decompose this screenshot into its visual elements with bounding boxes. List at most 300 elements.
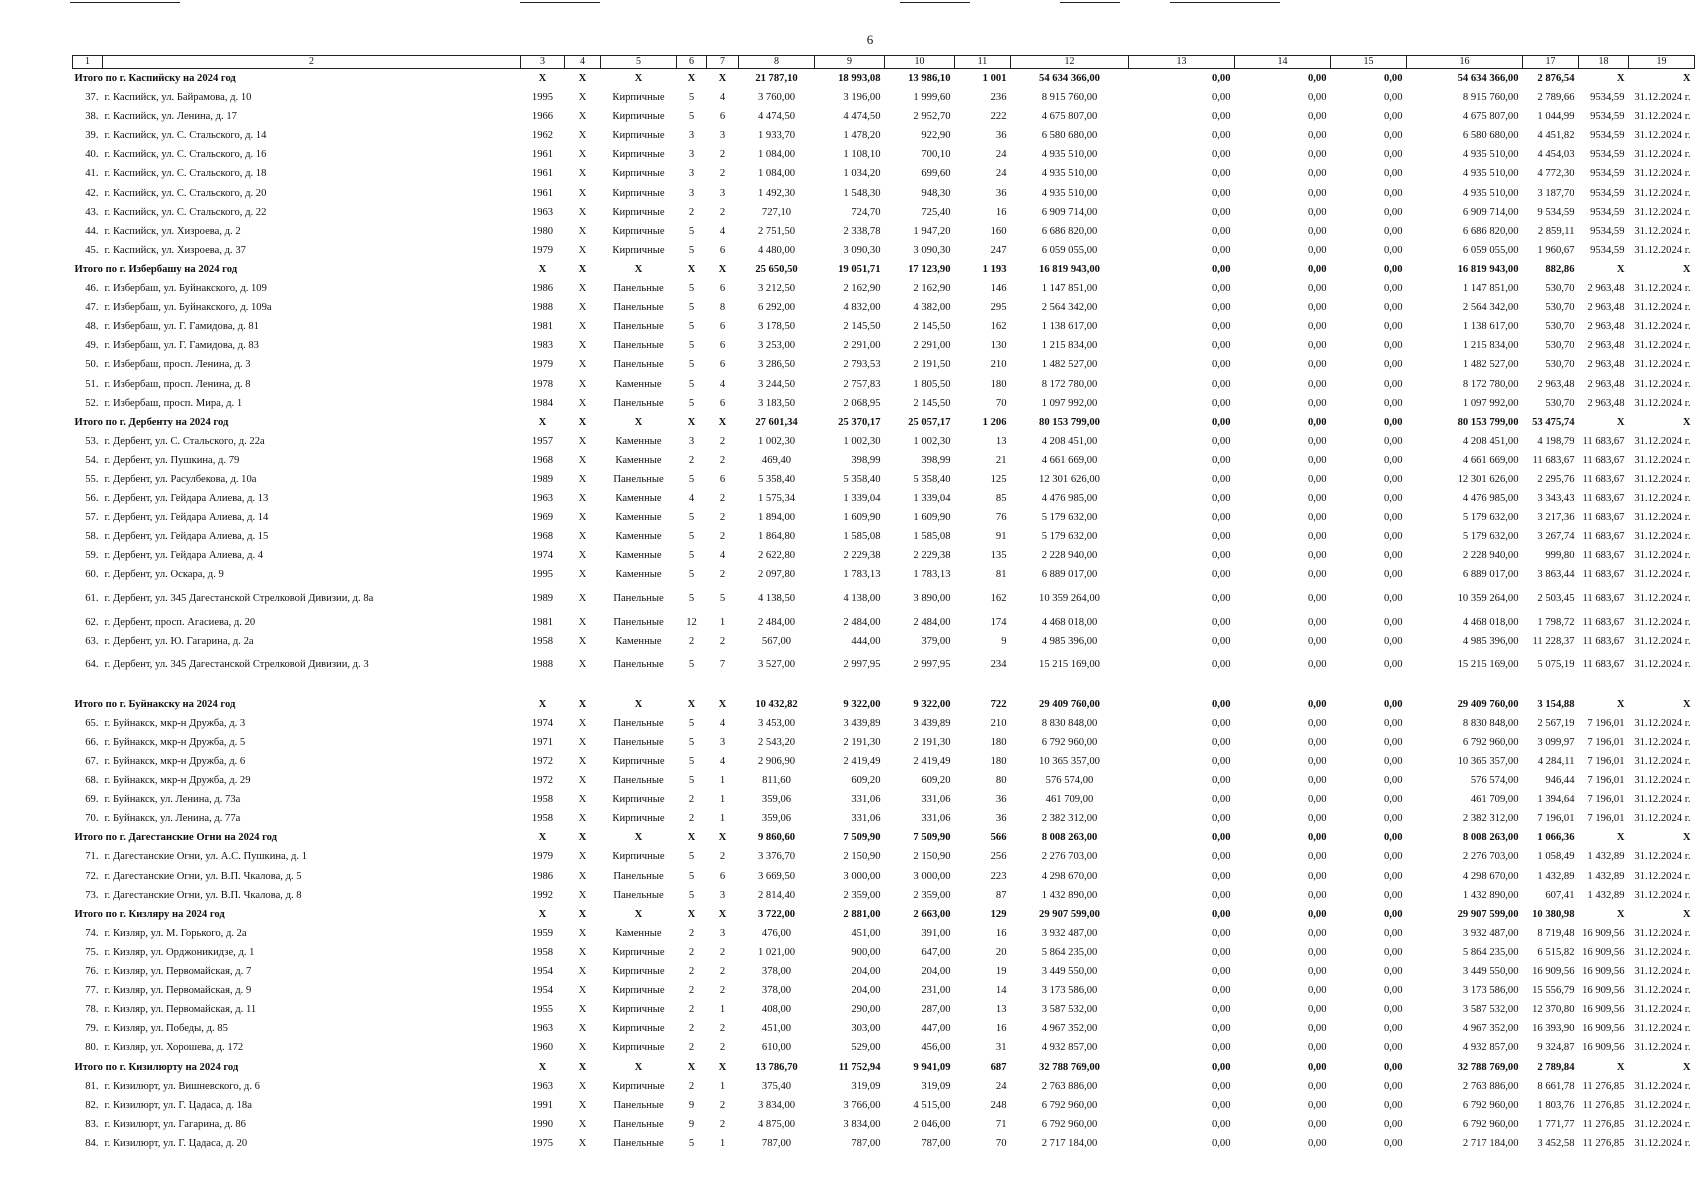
table-cell: 2 997,95 bbox=[913, 658, 951, 670]
row-number: 43. bbox=[85, 206, 99, 218]
table-cell: 8 172 780,00 bbox=[1462, 378, 1519, 390]
subtotal-cell: X bbox=[578, 1061, 587, 1073]
table-cell: 3 173 586,00 bbox=[1041, 985, 1098, 997]
subtotal-cell: X bbox=[1616, 698, 1625, 710]
subtotal-cell: X bbox=[578, 832, 587, 844]
table-cell: 248 bbox=[990, 1099, 1007, 1111]
table-cell: 0,00 bbox=[1211, 244, 1231, 256]
table-cell: 3 286,50 bbox=[757, 359, 796, 371]
table-cell: 31.12.2024 г. bbox=[1634, 794, 1691, 806]
table-cell: 0,00 bbox=[1307, 1023, 1327, 1035]
subtotal-cell: X bbox=[538, 908, 547, 920]
table-cell: 331,06 bbox=[851, 813, 881, 825]
row-number: 80. bbox=[85, 1042, 99, 1054]
subtotal-cell: X bbox=[687, 73, 696, 84]
table-cell: 13 bbox=[995, 1004, 1007, 1016]
table-cell: 6 792 960,00 bbox=[1462, 1099, 1519, 1111]
table-cell: 1988 bbox=[531, 302, 554, 314]
table-cell: 3 453,00 bbox=[757, 717, 796, 729]
table-cell: 0,00 bbox=[1211, 966, 1231, 978]
table-cell: 0,00 bbox=[1307, 736, 1327, 748]
table-row bbox=[73, 714, 1695, 733]
table-cell: 4 480,00 bbox=[757, 244, 796, 256]
table-cell: 3 090,30 bbox=[913, 244, 951, 256]
table-cell: 2 bbox=[719, 569, 726, 581]
row-number: 44. bbox=[85, 225, 99, 237]
table-cell: 2 276 703,00 bbox=[1041, 851, 1098, 863]
table-cell: 204,00 bbox=[921, 966, 951, 978]
address-cell: г. Дербент, ул. Пушкина, д. 79 bbox=[104, 454, 240, 466]
subtotal-label: Итого по г. Кизилюрту на 2024 год bbox=[74, 1061, 239, 1073]
table-cell: 1 215 834,00 bbox=[1041, 340, 1098, 352]
table-cell: X bbox=[578, 946, 587, 958]
subtotal-cell: X bbox=[634, 73, 643, 84]
table-cell: 8 915 760,00 bbox=[1462, 92, 1519, 104]
table-cell: X bbox=[578, 717, 587, 729]
column-number-3: 3 bbox=[521, 56, 565, 69]
table-row bbox=[73, 613, 1695, 632]
table-cell: 0,00 bbox=[1383, 1023, 1403, 1035]
table-cell: Кирпичные bbox=[612, 851, 665, 863]
address-cell: г. Каспийск, ул. Хизроева, д. 2 bbox=[104, 225, 241, 237]
table-cell: 0,00 bbox=[1211, 1004, 1231, 1016]
table-cell: 31.12.2024 г. bbox=[1634, 851, 1691, 863]
table-cell: 13 bbox=[995, 435, 1007, 447]
table-cell: 1968 bbox=[531, 454, 554, 466]
table-cell: 1 bbox=[719, 1080, 726, 1092]
table-cell: X bbox=[578, 1023, 587, 1035]
table-cell: 2 229,38 bbox=[843, 550, 881, 562]
table-cell: 378,00 bbox=[761, 966, 792, 978]
table-cell: 2 bbox=[688, 1004, 695, 1016]
table-cell: 1971 bbox=[531, 736, 554, 748]
table-cell: Кирпичные bbox=[612, 244, 665, 256]
table-cell: 0,00 bbox=[1307, 225, 1327, 237]
table-cell: 6 792 960,00 bbox=[1462, 736, 1519, 748]
column-number-16: 16 bbox=[1407, 56, 1523, 69]
column-number-17: 17 bbox=[1523, 56, 1579, 69]
row-number: 50. bbox=[85, 359, 99, 371]
subtotal-cell: X bbox=[687, 832, 696, 844]
table-cell: Каменные bbox=[615, 454, 662, 466]
table-cell: 6 bbox=[719, 870, 726, 882]
table-cell: 204,00 bbox=[851, 966, 881, 978]
table-cell: 1989 bbox=[531, 473, 554, 485]
table-cell: 36 bbox=[995, 130, 1007, 142]
table-cell: 31.12.2024 г. bbox=[1634, 378, 1691, 390]
table-cell: 1 215 834,00 bbox=[1462, 340, 1519, 352]
table-cell: 31.12.2024 г. bbox=[1634, 658, 1691, 670]
table-cell: Каменные bbox=[615, 927, 662, 939]
row-spacer-cell bbox=[73, 679, 1695, 695]
column-number-10: 10 bbox=[885, 56, 955, 69]
subtotal-cell: X bbox=[578, 73, 587, 84]
table-cell: 295 bbox=[990, 302, 1007, 314]
table-cell: 2 859,11 bbox=[1537, 225, 1575, 237]
table-cell: 1958 bbox=[531, 635, 554, 647]
table-cell: 1 bbox=[719, 1137, 726, 1149]
table-cell: 3 669,50 bbox=[757, 870, 796, 882]
subtotal-cell: 25 650,50 bbox=[755, 263, 798, 275]
table-cell: Каменные bbox=[615, 569, 662, 581]
table-cell: 1 947,20 bbox=[913, 225, 951, 237]
table-cell: 0,00 bbox=[1307, 531, 1327, 543]
table-cell: 11 683,67 bbox=[1582, 635, 1625, 647]
table-cell: 6 bbox=[719, 321, 726, 333]
table-cell: 2 068,95 bbox=[843, 397, 881, 409]
table-cell: Панельные bbox=[613, 340, 664, 352]
table-cell: 3 173 586,00 bbox=[1462, 985, 1519, 997]
table-cell: 5 bbox=[688, 283, 695, 295]
subtotal-cell: 0,00 bbox=[1211, 1061, 1231, 1073]
table-cell: 408,00 bbox=[761, 1004, 792, 1016]
table-cell: 4 298 670,00 bbox=[1462, 870, 1519, 882]
table-cell: 1978 bbox=[531, 378, 554, 390]
table-cell: 3 090,30 bbox=[843, 244, 881, 256]
table-cell: 2 484,00 bbox=[843, 616, 881, 628]
table-cell: 6 686 820,00 bbox=[1462, 225, 1519, 237]
table-cell: 456,00 bbox=[921, 1042, 951, 1054]
table-cell: 9534,59 bbox=[1590, 225, 1625, 237]
table-cell: 3 932 487,00 bbox=[1462, 927, 1519, 939]
table-cell: 6 bbox=[719, 359, 726, 371]
subtotal-cell: 0,00 bbox=[1383, 416, 1403, 428]
address-cell: г. Каспийск, ул. Байрамова, д. 10 bbox=[104, 92, 252, 104]
table-cell: 3 267,74 bbox=[1537, 531, 1575, 543]
table-cell: 1968 bbox=[531, 531, 554, 543]
address-cell: г. Каспийск, ул. С. Стальского, д. 20 bbox=[104, 187, 267, 199]
table-cell: 2 162,90 bbox=[843, 283, 881, 295]
table-cell: 1986 bbox=[531, 283, 554, 295]
table-cell: 9 bbox=[688, 1099, 695, 1111]
table-cell: 4 138,00 bbox=[843, 592, 881, 604]
table-cell: 1 147 851,00 bbox=[1462, 283, 1519, 295]
table-cell: 3 439,89 bbox=[843, 717, 881, 729]
table-cell: 0,00 bbox=[1211, 756, 1231, 767]
table-cell: 4 967 352,00 bbox=[1041, 1023, 1098, 1035]
row-number: 61. bbox=[85, 592, 99, 604]
table-row bbox=[73, 145, 1695, 164]
table-cell: 2 bbox=[719, 851, 726, 863]
table-cell: 16 bbox=[995, 927, 1007, 939]
table-cell: X bbox=[578, 985, 587, 997]
table-cell: 11 683,67 bbox=[1582, 592, 1625, 604]
table-row bbox=[73, 886, 1695, 905]
subtotal-cell: X bbox=[1616, 1061, 1625, 1073]
table-cell: 236 bbox=[990, 92, 1007, 104]
subtotal-cell: 54 634 366,00 bbox=[1039, 73, 1100, 84]
table-cell: 1 894,00 bbox=[757, 512, 796, 524]
table-cell: 11 683,67 bbox=[1582, 473, 1625, 485]
table-cell: 3 212,50 bbox=[757, 283, 796, 295]
table-cell: 1958 bbox=[531, 946, 554, 958]
table-cell: 4 468 018,00 bbox=[1462, 616, 1519, 628]
table-cell: 1974 bbox=[531, 717, 554, 729]
table-cell: 2 191,50 bbox=[913, 359, 951, 371]
table-cell: 2 963,48 bbox=[1587, 378, 1625, 390]
table-cell: 0,00 bbox=[1307, 435, 1327, 447]
table-cell: X bbox=[578, 775, 587, 787]
table-cell: 2 276 703,00 bbox=[1462, 851, 1519, 863]
table-cell: 530,70 bbox=[1545, 302, 1575, 314]
table-cell: 5 179 632,00 bbox=[1041, 531, 1098, 543]
table-cell: 5 bbox=[688, 512, 695, 524]
table-cell: 4 875,00 bbox=[757, 1118, 796, 1130]
table-cell: 1 138 617,00 bbox=[1462, 321, 1519, 333]
table-cell: 4 bbox=[719, 92, 726, 104]
subtotal-cell: X bbox=[1616, 73, 1625, 84]
table-cell: 1 147 851,00 bbox=[1041, 283, 1098, 295]
table-cell: 5 bbox=[688, 550, 695, 562]
table-cell: 8 830 848,00 bbox=[1462, 717, 1519, 729]
table-cell: 3 bbox=[719, 736, 726, 748]
subtotal-cell: 0,00 bbox=[1211, 908, 1231, 920]
table-cell: Каменные bbox=[615, 550, 662, 562]
table-cell: 0,00 bbox=[1383, 1080, 1403, 1092]
table-cell: 447,00 bbox=[921, 1023, 951, 1035]
table-cell: 0,00 bbox=[1383, 889, 1403, 901]
row-number: 53. bbox=[85, 435, 99, 447]
table-cell: Кирпичные bbox=[612, 756, 665, 767]
table-cell: 4 832,00 bbox=[843, 302, 881, 314]
table-cell: 0,00 bbox=[1211, 168, 1231, 180]
table-cell: 0,00 bbox=[1211, 870, 1231, 882]
table-cell: Каменные bbox=[615, 493, 662, 505]
subtotal-label: Итого по г. Каспийску на 2024 год bbox=[74, 73, 236, 84]
table-cell: 0,00 bbox=[1307, 206, 1327, 218]
table-cell: 3 183,50 bbox=[757, 397, 796, 409]
table-cell: 359,06 bbox=[761, 794, 792, 806]
subtotal-cell: 2 876,54 bbox=[1537, 73, 1575, 84]
subtotal-cell: X bbox=[687, 908, 696, 920]
table-cell: 6 580 680,00 bbox=[1041, 130, 1098, 142]
address-cell: г. Буйнакск, мкр-н Дружба, д. 5 bbox=[104, 736, 246, 748]
table-cell: 0,00 bbox=[1211, 927, 1231, 939]
table-cell: 0,00 bbox=[1211, 187, 1231, 199]
subtotal-label: Итого по г. Буйнакску на 2024 год bbox=[74, 698, 236, 710]
subtotal-cell: X bbox=[578, 908, 587, 920]
table-cell: 1 575,34 bbox=[757, 493, 796, 505]
table-cell: 2 717 184,00 bbox=[1041, 1137, 1098, 1149]
table-cell: 2 952,70 bbox=[913, 111, 951, 123]
table-cell: 6 686 820,00 bbox=[1041, 225, 1098, 237]
table-cell: 3 760,00 bbox=[757, 92, 796, 104]
table-cell: 14 bbox=[995, 985, 1007, 997]
table-cell: 15 215 169,00 bbox=[1039, 658, 1100, 670]
table-cell: 0,00 bbox=[1211, 1137, 1231, 1149]
table-cell: 319,09 bbox=[851, 1080, 881, 1092]
table-cell: 4 138,50 bbox=[757, 592, 796, 604]
table-cell: 31.12.2024 г. bbox=[1634, 1042, 1691, 1054]
table-cell: 1995 bbox=[531, 92, 554, 104]
subtotal-cell: X bbox=[687, 1061, 696, 1073]
table-cell: 3 449 550,00 bbox=[1462, 966, 1519, 978]
table-cell: 11 228,37 bbox=[1532, 635, 1575, 647]
table-cell: X bbox=[578, 435, 587, 447]
subtotal-cell: 0,00 bbox=[1307, 832, 1327, 844]
table-row bbox=[73, 394, 1695, 413]
table-cell: 0,00 bbox=[1383, 775, 1403, 787]
row-number: 70. bbox=[85, 813, 99, 825]
table-cell: Каменные bbox=[615, 635, 662, 647]
table-cell: 2 291,00 bbox=[913, 340, 951, 352]
table-cell: 1 bbox=[719, 775, 726, 787]
table-cell: X bbox=[578, 1118, 587, 1130]
table-cell: 5 bbox=[688, 592, 695, 604]
table-cell: 5 bbox=[688, 92, 695, 104]
table-cell: 12 301 626,00 bbox=[1039, 473, 1100, 485]
table-cell: 31.12.2024 г. bbox=[1634, 717, 1691, 729]
table-cell: 70 bbox=[995, 397, 1007, 409]
table-cell: 999,80 bbox=[1545, 550, 1575, 562]
table-cell: 9534,59 bbox=[1590, 111, 1625, 123]
table-cell: 130 bbox=[990, 340, 1007, 352]
table-cell: 2 bbox=[719, 1023, 726, 1035]
subtotal-cell: 687 bbox=[990, 1061, 1007, 1073]
table-cell: 1 084,00 bbox=[757, 168, 796, 180]
subtotal-cell: 1 001 bbox=[982, 73, 1007, 84]
table-cell: 1 044,99 bbox=[1537, 111, 1575, 123]
table-cell: X bbox=[578, 473, 587, 485]
table-cell: 567,00 bbox=[761, 635, 792, 647]
subtotal-cell: 0,00 bbox=[1383, 908, 1403, 920]
table-cell: 71 bbox=[995, 1118, 1007, 1130]
table-cell: 2 543,20 bbox=[757, 736, 796, 748]
table-cell: 3 863,44 bbox=[1537, 569, 1575, 581]
table-cell: 5 075,19 bbox=[1537, 658, 1575, 670]
subtotal-cell: 13 786,70 bbox=[755, 1061, 798, 1073]
table-cell: 1980 bbox=[531, 225, 554, 237]
table-cell: 0,00 bbox=[1211, 1118, 1231, 1130]
row-number: 59. bbox=[85, 550, 99, 562]
table-cell: 3 527,00 bbox=[757, 658, 796, 670]
table-cell: 180 bbox=[990, 756, 1007, 767]
table-cell: 1962 bbox=[531, 130, 554, 142]
table-cell: 31.12.2024 г. bbox=[1634, 550, 1691, 562]
table-cell: 787,00 bbox=[851, 1137, 881, 1149]
table-cell: 9534,59 bbox=[1590, 168, 1625, 180]
table-cell: 2 bbox=[688, 206, 695, 218]
table-cell: 31.12.2024 г. bbox=[1634, 966, 1691, 978]
table-cell: 0,00 bbox=[1383, 244, 1403, 256]
table-cell: 3 834,00 bbox=[757, 1099, 796, 1111]
table-cell: 0,00 bbox=[1211, 592, 1231, 604]
table-cell: 6 bbox=[719, 283, 726, 295]
row-number: 68. bbox=[85, 775, 99, 787]
table-cell: 1 609,90 bbox=[843, 512, 881, 524]
subtotal-cell: 3 722,00 bbox=[757, 908, 796, 920]
table-cell: 290,00 bbox=[851, 1004, 881, 1016]
table-cell: 1995 bbox=[531, 569, 554, 581]
subtotal-cell: 0,00 bbox=[1211, 698, 1231, 710]
subtotal-cell: 13 986,10 bbox=[908, 73, 951, 84]
table-cell: 3 452,58 bbox=[1537, 1137, 1575, 1149]
table-cell: 31 bbox=[995, 1042, 1007, 1054]
table-row bbox=[73, 126, 1695, 145]
table-cell: 4 382,00 bbox=[913, 302, 951, 314]
table-cell: 0,00 bbox=[1211, 531, 1231, 543]
table-cell: 5 bbox=[688, 717, 695, 729]
table-cell: 5 bbox=[688, 397, 695, 409]
address-cell: г. Кизилюрт, ул. Вишневского, д. 6 bbox=[104, 1080, 260, 1092]
table-cell: Кирпичные bbox=[612, 1023, 665, 1035]
table-cell: 9534,59 bbox=[1590, 206, 1625, 218]
address-cell: г. Дербент, ул. 345 Дагестанской Стрелковой Дивизии, д. 3 bbox=[104, 658, 369, 670]
address-cell: г. Буйнакск, мкр-н Дружба, д. 3 bbox=[104, 717, 246, 729]
row-number: 78. bbox=[85, 1004, 99, 1016]
table-cell: 0,00 bbox=[1307, 813, 1327, 825]
table-cell: 725,40 bbox=[921, 206, 951, 218]
scan-edge-line bbox=[1170, 2, 1280, 3]
table-cell: 0,00 bbox=[1383, 658, 1403, 670]
row-number: 46. bbox=[85, 283, 99, 295]
table-cell: 3 766,00 bbox=[843, 1099, 881, 1111]
table-cell: Панельные bbox=[613, 1099, 664, 1111]
table-cell: 204,00 bbox=[851, 985, 881, 997]
subtotal-cell: 9 322,00 bbox=[843, 698, 881, 710]
subtotal-cell: 8 008 263,00 bbox=[1041, 832, 1098, 844]
subtotal-cell: 1 193 bbox=[982, 263, 1007, 275]
table-row bbox=[73, 241, 1695, 260]
table-cell: 162 bbox=[990, 592, 1007, 604]
row-number: 42. bbox=[85, 187, 99, 199]
table-cell: 31.12.2024 г. bbox=[1634, 1118, 1691, 1130]
table-cell: 948,30 bbox=[921, 187, 951, 199]
table-cell: 0,00 bbox=[1211, 946, 1231, 958]
subtotal-cell: 32 788 769,00 bbox=[1039, 1061, 1100, 1073]
subtotal-cell: X bbox=[687, 698, 696, 710]
row-number: 51. bbox=[85, 378, 99, 390]
table-cell: 1 933,70 bbox=[757, 130, 796, 142]
table-row bbox=[73, 733, 1695, 752]
table-cell: 11 683,67 bbox=[1582, 454, 1625, 466]
table-cell: 0,00 bbox=[1211, 225, 1231, 237]
table-cell: 9 bbox=[1001, 635, 1007, 647]
table-cell: 2 bbox=[688, 794, 695, 806]
subtotal-cell: 10 432,82 bbox=[755, 698, 798, 710]
table-cell: 5 bbox=[688, 658, 695, 670]
table-cell: 7 196,01 bbox=[1587, 717, 1625, 729]
table-body bbox=[73, 69, 1695, 1153]
table-cell: 10 365 357,00 bbox=[1457, 756, 1519, 767]
table-cell: Панельные bbox=[613, 473, 664, 485]
column-number-6: 6 bbox=[677, 56, 707, 69]
table-cell: 1 394,64 bbox=[1537, 794, 1575, 806]
table-cell: 609,20 bbox=[921, 775, 951, 787]
subtotal-cell: 0,00 bbox=[1211, 416, 1231, 428]
address-cell: г. Кизляр, ул. Победы, д. 85 bbox=[104, 1023, 228, 1035]
table-cell: 4 935 510,00 bbox=[1041, 168, 1098, 180]
table-cell: 0,00 bbox=[1383, 635, 1403, 647]
table-cell: Кирпичные bbox=[612, 149, 665, 161]
table-cell: 0,00 bbox=[1307, 493, 1327, 505]
table-cell: 0,00 bbox=[1307, 966, 1327, 978]
table-cell: 6 889 017,00 bbox=[1041, 569, 1098, 581]
table-cell: 0,00 bbox=[1211, 512, 1231, 524]
table-cell: 0,00 bbox=[1307, 1080, 1327, 1092]
table-cell: 6 bbox=[719, 244, 726, 256]
table-cell: X bbox=[578, 569, 587, 581]
subtotal-cell: 10 380,98 bbox=[1532, 908, 1575, 920]
table-cell: 3 bbox=[719, 927, 726, 939]
table-cell: 1 021,00 bbox=[757, 946, 796, 958]
table-cell: 2 162,90 bbox=[913, 283, 951, 295]
table-cell: 700,10 bbox=[921, 149, 951, 161]
table-cell: 0,00 bbox=[1383, 756, 1403, 767]
table-cell: 11 683,67 bbox=[1582, 435, 1625, 447]
table-cell: 4 772,30 bbox=[1537, 168, 1575, 180]
table-cell: 3 196,00 bbox=[843, 92, 881, 104]
